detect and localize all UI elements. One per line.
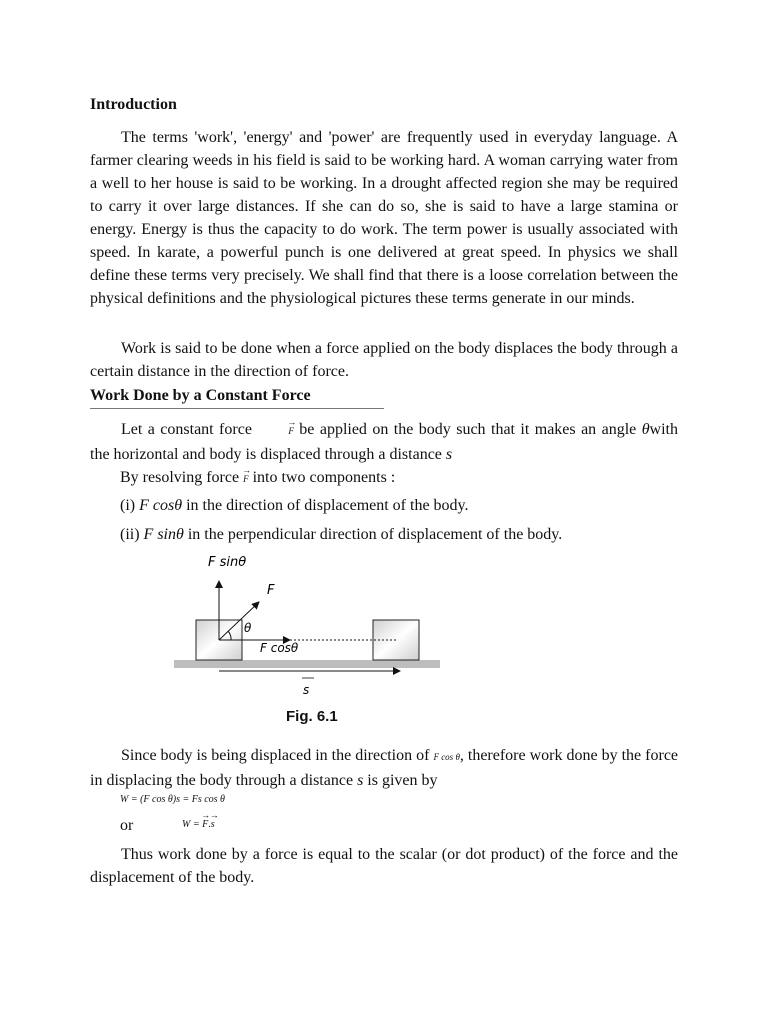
- work-equation: W = (F cos θ)s = Fs cos θ: [120, 794, 225, 805]
- displacement-vector-symbol: s →: [211, 819, 215, 830]
- ground-surface: [174, 660, 440, 668]
- force-vector-symbol: F →: [243, 474, 249, 484]
- component-cos-line: (i) F cosθ in the direction of displacement of the body.: [120, 497, 469, 514]
- force-vector-symbol: F →: [257, 420, 294, 443]
- force-vector-symbol: F →: [202, 819, 208, 830]
- heading-introduction: Introduction: [90, 96, 177, 113]
- figure-caption: Fig. 6.1: [286, 708, 338, 725]
- heading-constant-force: Work Done by a Constant Force: [90, 387, 311, 404]
- label-theta: θ: [244, 621, 252, 635]
- label-fsin: F sinθ: [208, 555, 247, 570]
- label-s: s: [303, 683, 310, 697]
- label-f: F: [267, 583, 275, 598]
- intro-paragraph: The terms 'work', 'energy' and 'power' are frequently used in everyday language. A farmer clearing weeds in his field is said to be working hard. A woman carrying water from a well to her house is said to be working. In a drought affected region she may be required to carry it over large distances. If she can do so, she is said to have a large stamina or energy. Energy is thus the capacity to do work. The term power is usually associated with speed. In karate, a powerful punch is one delivered at great speed. In physics we shall define these terms very precisely. We shall find that there is a loose correlation between the physical definitions and the physiological pictures these terms generate in our minds.: [90, 129, 678, 307]
- since-paragraph: Since body is being displaced in the direction of F cos θ, therefore work done by the force in displacing the body through a distance s is given by: [90, 747, 679, 789]
- constant-force-paragraph: Let a constant force F → be applied on the body such that it makes an angle θwith the horizontal and body is displaced through a distance s: [90, 418, 678, 466]
- dot-product-equation: W = F →.s →: [182, 819, 215, 830]
- work-definition-paragraph: Work is said to be done when a force applied on the body displaces the body through a certain distance in the direction of force.: [90, 340, 678, 380]
- fcos-inline: F cos θ: [433, 752, 460, 762]
- component-sin-line: (ii) F sinθ in the perpendicular direction of displacement of the body.: [120, 526, 563, 543]
- label-fcos: F cosθ: [260, 641, 299, 655]
- or-label: or: [120, 817, 134, 834]
- conclusion-paragraph: Thus work done by a force is equal to the scalar (or dot product) of the force and the displacement of the body.: [90, 846, 678, 886]
- resolve-line: By resolving force F → into two components :: [120, 469, 395, 487]
